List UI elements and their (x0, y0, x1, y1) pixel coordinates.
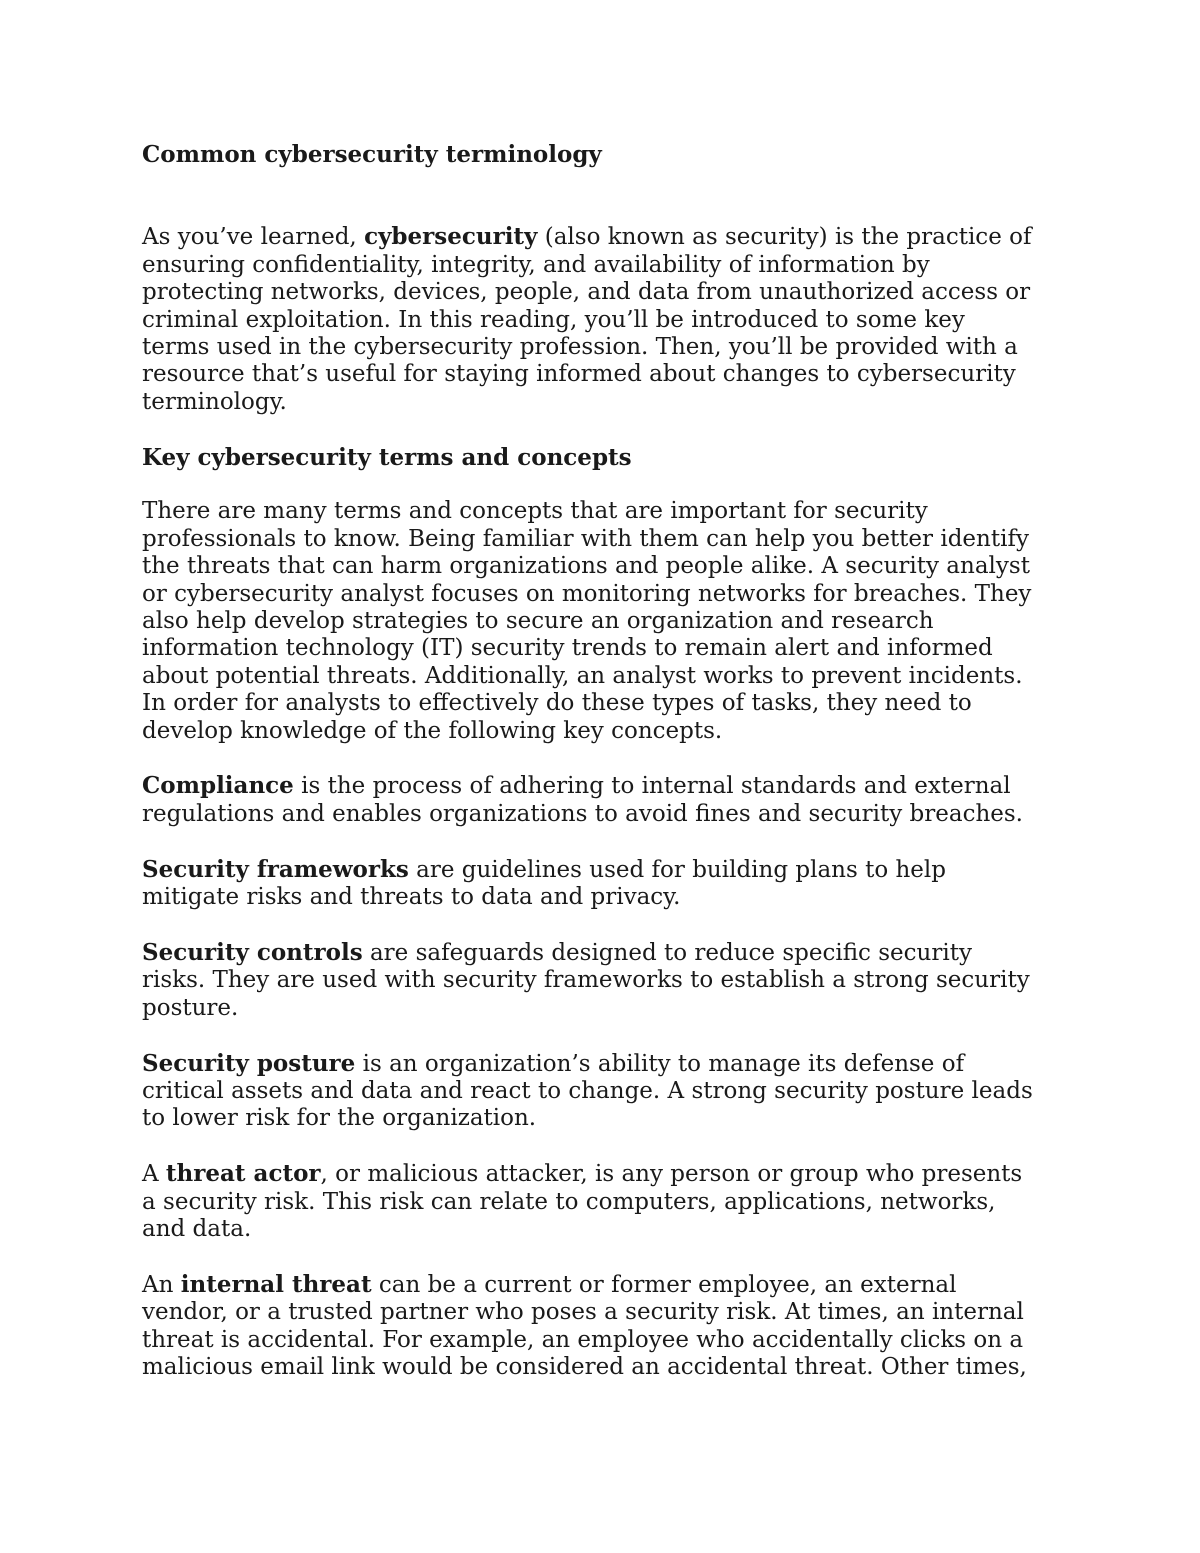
text-run: develop knowledge of the following key concepts. (142, 717, 723, 744)
text-line (142, 772, 1072, 800)
text-line (142, 279, 1072, 306)
bold-term: Security frameworks (142, 855, 409, 883)
text-run: the threats that can harm organizations and people alike. A security analyst (142, 553, 1030, 580)
text-line (142, 967, 1072, 994)
text-line (142, 1354, 1072, 1381)
text-line (142, 1327, 1072, 1354)
text-run: professionals to know. Being familiar with them can help you better identify (142, 525, 1029, 552)
text-run: As you’ve learned, (142, 224, 365, 251)
intro-paragraph (142, 223, 1072, 416)
text-run: information technology (IT) security trends to remain alert and informed (142, 635, 993, 662)
text-run: malicious email link would be considered an accidental threat. Other times, (142, 1353, 1027, 1380)
body-paragraph (142, 939, 1072, 1022)
text-run: vendor, or a trusted partner who poses a security risk. At times, an internal (142, 1299, 1024, 1326)
text-run: , or malicious attacker, is any person or group who presents (320, 1161, 1023, 1188)
text-line (142, 223, 1072, 251)
text-run: is the process of adhering to internal standards and external (293, 773, 1011, 800)
text-line (142, 1160, 1072, 1188)
text-run: critical assets and data and react to change. A strong security posture leads (142, 1077, 1033, 1104)
text-run: An (142, 1271, 181, 1298)
text-line (142, 389, 1072, 416)
text-line (142, 307, 1072, 334)
text-run: In order for analysts to effectively do these types of tasks, they need to (142, 690, 972, 717)
bold-term: cybersecurity (364, 223, 538, 251)
text-line (142, 1216, 1072, 1243)
document-body (142, 141, 1072, 1409)
text-line (142, 498, 1072, 525)
text-run: a security risk. This risk can relate to computers, applications, networks, (142, 1188, 996, 1215)
text-line (142, 334, 1072, 361)
text-run: terms used in the cybersecurity profession. Then, you’ll be provided with a (142, 334, 1018, 361)
text-run: are safeguards designed to reduce specific security (362, 939, 972, 966)
text-run: terminology. (142, 388, 287, 415)
bold-term: internal threat (180, 1270, 372, 1298)
text-line (142, 1271, 1072, 1299)
text-line (142, 635, 1072, 662)
text-line (142, 581, 1072, 608)
text-line (142, 553, 1072, 580)
text-line (142, 995, 1072, 1022)
document-title: Common cybersecurity terminology (142, 141, 602, 168)
text-run: also help develop strategies to secure an organization and research (142, 608, 934, 635)
paragraph-list (142, 498, 1072, 1381)
text-line (142, 1050, 1072, 1078)
text-run: There are many terms and concepts that are important for security (142, 498, 928, 525)
text-line (142, 718, 1072, 745)
text-run: risks. They are used with security frameworks to establish a strong security (142, 967, 1030, 994)
text-run: ensuring confidentiality, integrity, and availability of information by (142, 251, 930, 278)
bold-term: threat actor (165, 1160, 321, 1188)
text-run: (also known as security) is the practice of (537, 224, 1032, 251)
text-line (142, 856, 1072, 884)
text-line (142, 663, 1072, 690)
bold-term: Security posture (142, 1049, 356, 1077)
text-run: to lower risk for the organization. (142, 1105, 537, 1132)
text-run: threat is accidental. For example, an employee who accidentally clicks on a (142, 1326, 1024, 1353)
text-line (142, 1078, 1072, 1105)
text-line (142, 252, 1072, 279)
text-line (142, 939, 1072, 967)
text-line (142, 690, 1072, 717)
text-line (142, 1189, 1072, 1216)
text-line (142, 801, 1072, 828)
text-run: are guidelines used for building plans to help (408, 856, 947, 883)
text-run: criminal exploitation. In this reading, you’ll be introduced to some key (142, 306, 965, 333)
text-line (142, 608, 1072, 635)
body-paragraph (142, 1160, 1072, 1243)
text-run: is an organization’s ability to manage its defense of (355, 1050, 965, 1077)
text-line (142, 1299, 1072, 1326)
text-line (142, 526, 1072, 553)
text-run: A (142, 1161, 166, 1188)
text-run: can be a current or former employee, an external (371, 1271, 957, 1298)
text-line (142, 1105, 1072, 1132)
body-paragraph (142, 1271, 1072, 1382)
text-line (142, 884, 1072, 911)
text-run: posture. (142, 994, 239, 1021)
body-paragraph (142, 856, 1072, 912)
text-run: mitigate risks and threats to data and privacy. (142, 884, 681, 911)
body-paragraph (142, 1050, 1072, 1133)
text-run: regulations and enables organizations to avoid fines and security breaches. (142, 800, 1023, 827)
bold-term: Security controls (142, 938, 363, 966)
text-run: and data. (142, 1215, 252, 1242)
text-run: about potential threats. Additionally, an analyst works to prevent incidents. (142, 662, 1023, 689)
bold-term: Compliance (142, 772, 294, 800)
text-run: resource that’s useful for staying informed about changes to cybersecurity (142, 361, 1016, 388)
body-paragraph (142, 498, 1072, 745)
text-line (142, 361, 1072, 388)
text-run: protecting networks, devices, people, and data from unauthorized access or (142, 279, 1031, 306)
section-heading: Key cybersecurity terms and concepts (142, 443, 632, 471)
body-paragraph (142, 772, 1072, 828)
text-run: or cybersecurity analyst focuses on monitoring networks for breaches. They (142, 580, 1032, 607)
